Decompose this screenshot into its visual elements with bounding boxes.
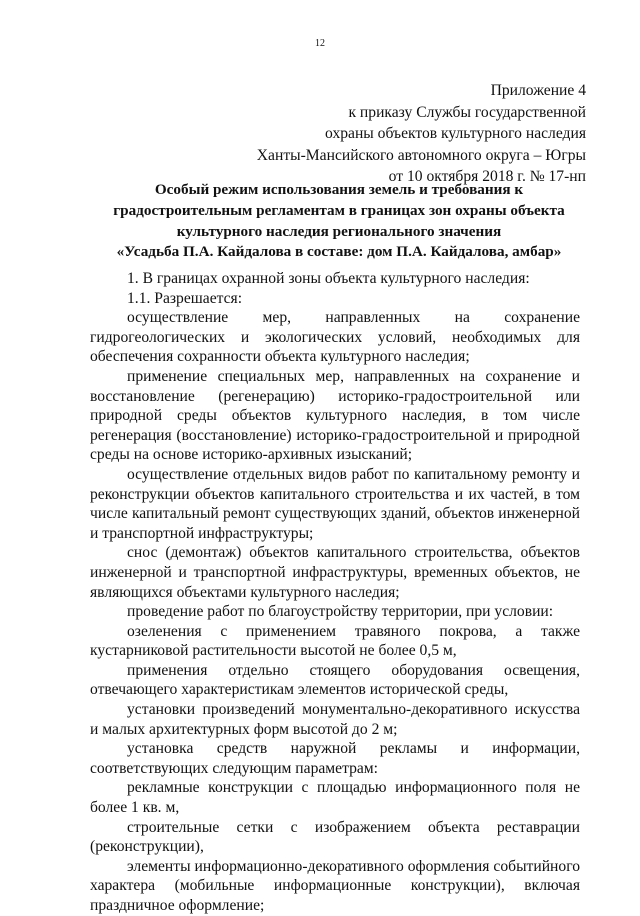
list-item: проведение работ по благоустройству территории, при условии:	[127, 603, 554, 621]
appendix-date: от 10 октября 2018 г. № 17-нп	[388, 168, 586, 185]
list-item: строительные сетки с изображением объекта реставрации (реконструкции),	[90, 818, 580, 856]
title-line: культурного наследия регионального значения	[176, 222, 502, 240]
list-item: рекламные конструкции с площадью информационного поля не более 1 кв. м,	[90, 779, 580, 817]
list-item: установка средств наружной рекламы и информации, соответствующих следующим параметрам:	[90, 740, 580, 777]
appendix-number: Приложение 4	[490, 82, 586, 99]
list-item: элементы информационно-декоративного оформления событийного характера (мобильные информационные конструкции), включая праздничное оформление;	[90, 857, 580, 914]
list-item: применения отдельно стоящего оборудования освещения, отвечающего характеристикам элементов исторической среды,	[90, 661, 580, 699]
page-number: 12	[315, 38, 325, 49]
document-title	[84, 180, 594, 263]
section-heading: 1. В границах охранной зоны объекта культурного наследия:	[127, 270, 530, 287]
list-item: установки произведений монументально-декоративного искусства и малых архитектурных форм высотой до 2 м;	[90, 701, 580, 738]
list-item: осуществление отдельных видов работ по капитальному ремонту и реконструкции объектов капитального строительства и их частей, в том числе капитальный ремонт существующих зданий, объектов инженерной и транспортной инфраструктуры;	[90, 465, 580, 542]
title-line: Особый режим использования земель и требования к	[154, 181, 524, 198]
appendix-order-ref: к приказу Службы государственной	[348, 103, 586, 121]
list-item: озеленения с применением травяного покрова, а также кустарниковой растительности высотой не более 0,5 м,	[90, 622, 580, 660]
appendix-region: Ханты-Мансийского автономного округа – Югры	[256, 146, 586, 164]
subsection-heading: 1.1. Разрешается:	[127, 289, 243, 307]
list-item: применение специальных мер, направленных на сохранение и восстановление (регенерацию) историко-градостроительной или природной среды объектов культурного наследия, в том числе регенерация (восстановление) историко-градостроительной и природной среды на основе историко-архивных изысканий;	[90, 367, 580, 464]
list-item: снос (демонтаж) объектов капитального строительства, объектов инженерной и транспортной инфраструктуры, временных объектов, не являющихся объектами культурного наследия;	[90, 544, 580, 601]
list-item: осуществление мер, направленных на сохранение гидрогеологических и экологических условий, необходимых для обеспечения сохранности объекта культурного наследия;	[90, 309, 580, 366]
title-line: «Усадьба П.А. Кайдалова в составе: дом П.А. Кайдалова, амбар»	[116, 243, 562, 261]
document-body	[90, 269, 580, 916]
title-line: градостроительным регламентам в границах зон охраны объекта	[113, 201, 565, 219]
appendix-header	[257, 80, 586, 188]
appendix-authority: охраны объектов культурного наследия	[325, 125, 586, 142]
